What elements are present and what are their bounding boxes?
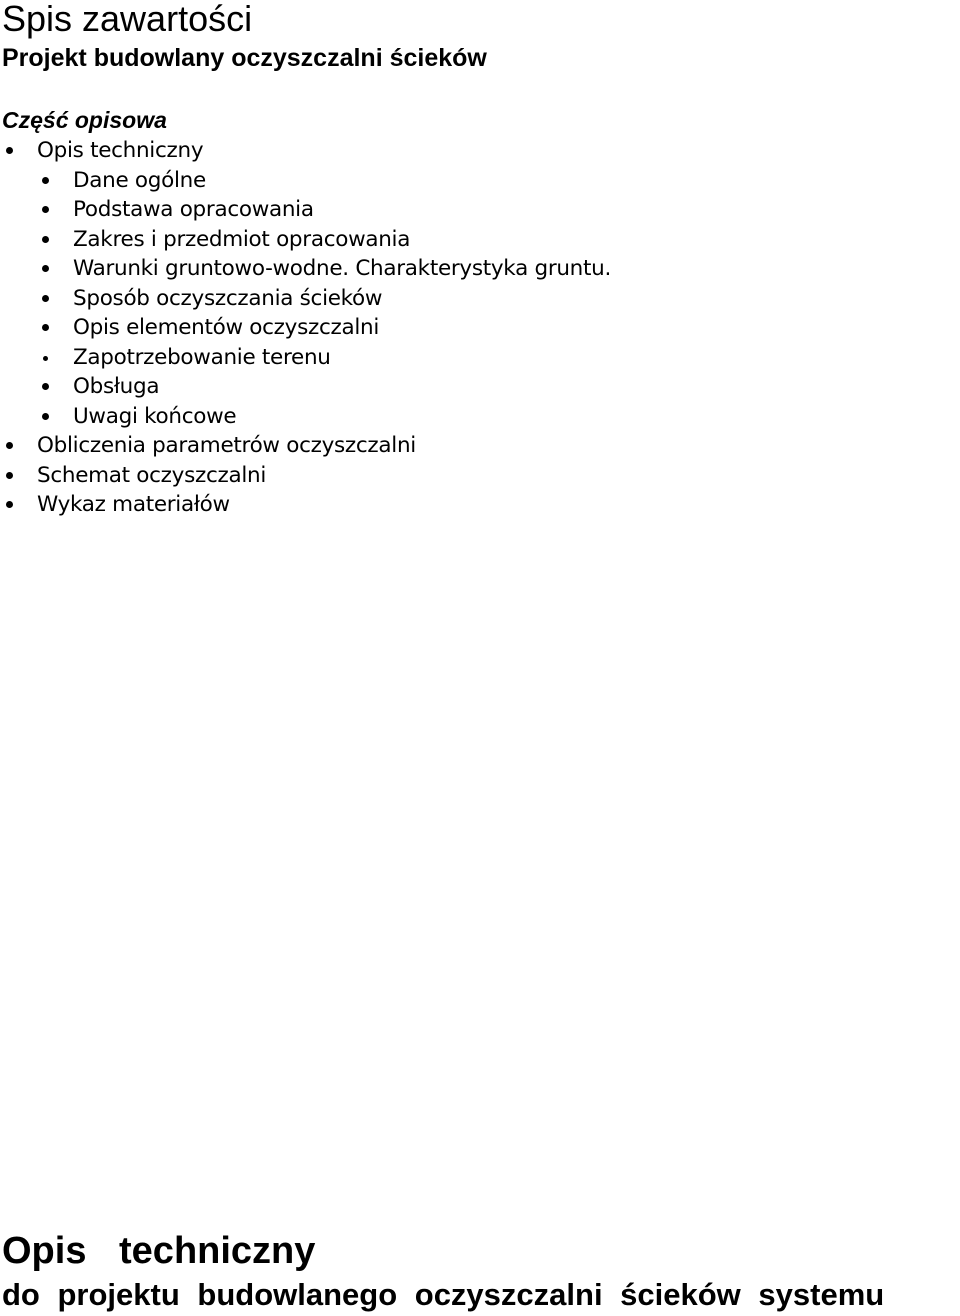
bullet-icon (43, 356, 48, 361)
bullet-icon (42, 413, 49, 420)
toc-item-label: Zakres i przedmiot opracowania (73, 226, 411, 252)
toc-item-label: Warunki gruntowo-wodne. Charakterystyka gruntu. (73, 256, 612, 281)
bullet-icon (42, 324, 49, 331)
toc-item-label: Zapotrzebowanie terenu (73, 344, 331, 370)
toc-item-label: Schemat oczyszczalni (37, 462, 267, 488)
toc-item-label: Wykaz materiałów (37, 492, 230, 517)
bullet-icon (42, 206, 49, 213)
toc-item-label: Sposób oczyszczania ścieków (73, 285, 383, 311)
toc-item-label: Uwagi końcowe (73, 403, 237, 429)
section-heading: Część opisowa (2, 107, 167, 133)
toc-item-label: Obsługa (73, 374, 160, 399)
toc-item-label: Opis techniczny (37, 138, 204, 163)
bullet-icon (42, 265, 49, 272)
document-title: Opis techniczny (2, 1230, 316, 1272)
toc-item-label: Obliczenia parametrów oczyszczalni (37, 433, 416, 458)
bullet-icon (42, 295, 49, 302)
bullet-icon (6, 501, 13, 508)
bullet-icon (6, 472, 13, 479)
document-subtitle: do projektu budowlanego oczyszczalni ścieków systemu (2, 1277, 885, 1312)
bullet-icon (42, 236, 49, 243)
page-title: Spis zawartości (2, 0, 253, 39)
page-subtitle: Projekt budowlany oczyszczalni ścieków (2, 44, 487, 72)
bullet-icon (6, 147, 13, 154)
toc-item-label: Dane ogólne (73, 167, 206, 193)
toc-item-label: Opis elementów oczyszczalni (73, 315, 380, 340)
bullet-icon (42, 383, 49, 390)
bullet-icon (42, 177, 49, 184)
bullet-icon (6, 442, 13, 449)
toc-item-label: Podstawa opracowania (73, 197, 314, 222)
